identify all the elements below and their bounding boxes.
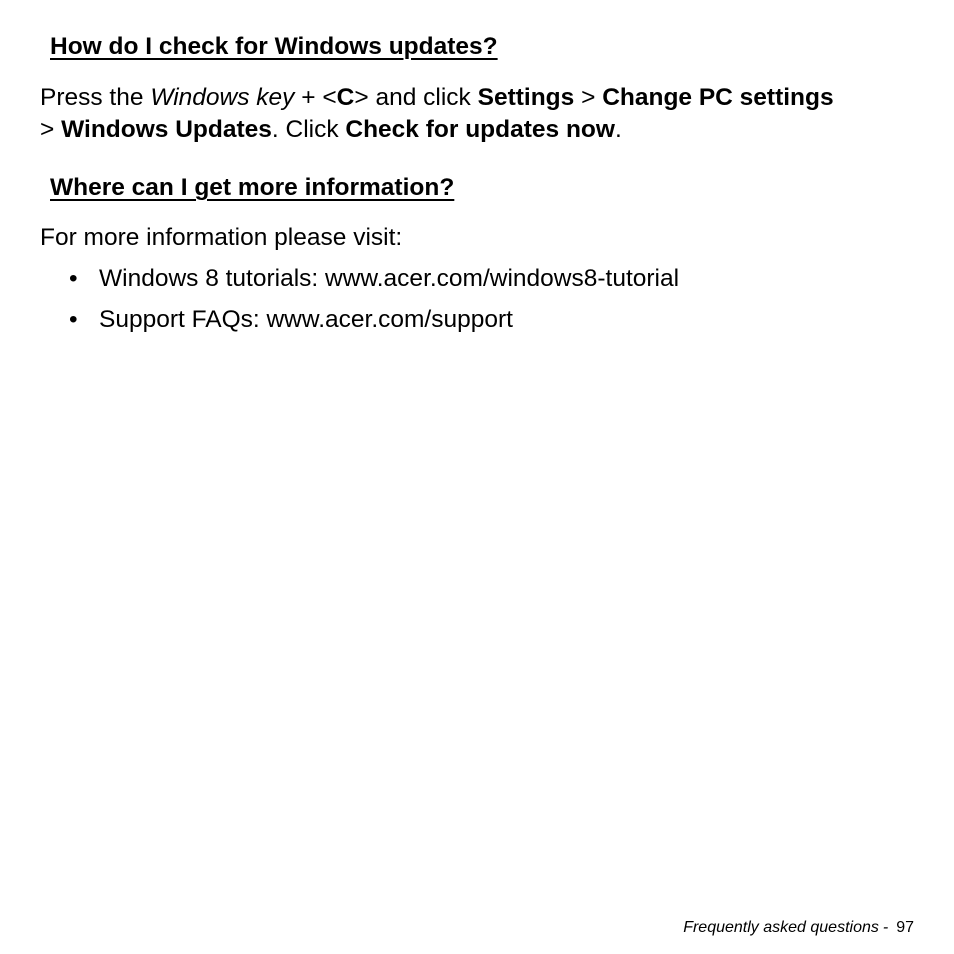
instruction-text: . Click bbox=[271, 116, 346, 143]
settings-term: Settings bbox=[477, 84, 575, 111]
change-pc-settings-term: Change PC settings bbox=[602, 84, 834, 111]
list-item-text: Support FAQs: www.acer.com/support bbox=[99, 306, 513, 333]
bullet-icon: • bbox=[69, 265, 78, 292]
footer-separator: - bbox=[882, 919, 889, 936]
instruction-text: . bbox=[614, 116, 622, 143]
faq-heading-more-information: Where can I get more information? bbox=[50, 174, 455, 201]
more-info-intro: For more information please visit: bbox=[40, 224, 403, 251]
instruction-text: + < bbox=[294, 84, 337, 111]
instruction-text: Press the bbox=[40, 84, 151, 111]
windows-key-term: Windows key bbox=[150, 84, 295, 111]
windows-updates-term: Windows Updates bbox=[61, 116, 272, 143]
footer-section-title: Frequently asked questions bbox=[683, 919, 879, 936]
check-for-updates-now-term: Check for updates now bbox=[345, 116, 615, 143]
instruction-text: > bbox=[574, 84, 603, 111]
instruction-text: > and click bbox=[354, 84, 478, 111]
key-c: C bbox=[336, 84, 355, 111]
page-footer bbox=[683, 918, 914, 938]
windows-updates-instructions bbox=[40, 82, 834, 146]
faq-heading-windows-updates: How do I check for Windows updates? bbox=[50, 33, 498, 60]
instruction-text: > bbox=[40, 116, 62, 143]
page-number: 97 bbox=[896, 919, 914, 936]
list-item-text: Windows 8 tutorials: www.acer.com/windows8-tutorial bbox=[99, 265, 680, 292]
bullet-icon: • bbox=[69, 306, 78, 333]
